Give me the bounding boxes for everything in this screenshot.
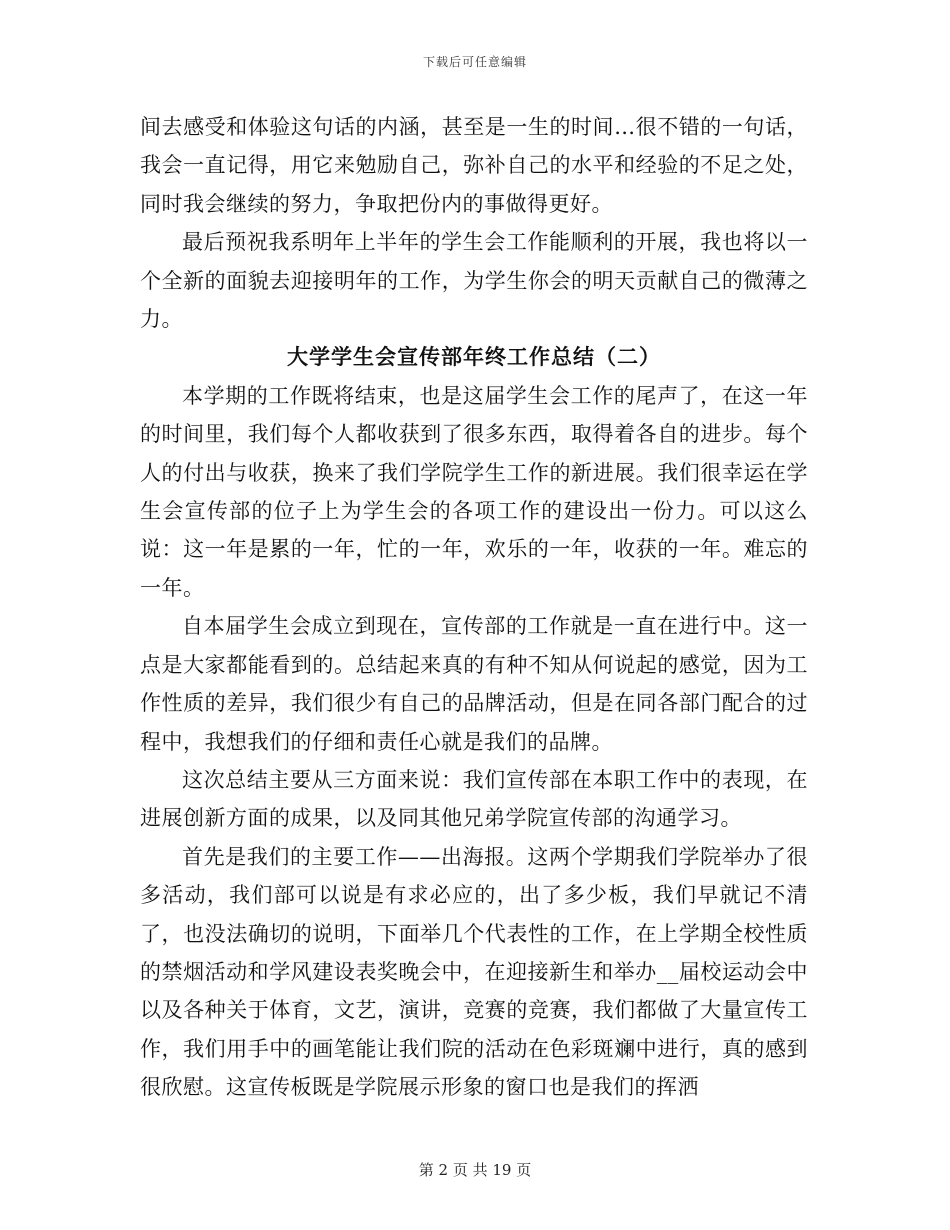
- section-paragraph-2: 自本届学生会成立到现在，宣传部的工作就是一直在进行中。这一点是大家都能看到的。总结起来真的有种不知从何说起的感觉，因为工作性质的差异，我们很少有自己的品牌活动，但是在同各部门配合的过程中，我想我们的仔细和责任心就是我们的品牌。: [140, 614, 808, 754]
- document-body: [140, 108, 808, 1107]
- section-paragraph-3: 这次总结主要从三方面来说：我们宣传部在本职工作中的表现，在进展创新方面的成果，以及同其他兄弟学院宣传部的沟通学习。: [140, 767, 808, 831]
- paragraph-closing: 最后预祝我系明年上半年的学生会工作能顺利的开展，我也将以一个全新的面貌去迎接明年的工作，为学生你会的明天贡献自己的微薄之力。: [140, 230, 808, 332]
- page-footer: 第 2 页 共 19 页: [418, 1161, 532, 1179]
- section-paragraph-1: 本学期的工作既将结束，也是这届学生会工作的尾声了，在这一年的时间里，我们每个人都收获到了很多东西，取得着各自的进步。每个人的付出与收获，换来了我们学院学生工作的新进展。我们很幸运在学生会宣传部的位子上为学生会的各项工作的建设出一份力。可以这么说：这一年是累的一年，忙的一年，欢乐的一年，收获的一年。难忘的一年。: [140, 383, 808, 600]
- paragraph-continued: 间去感受和体验这句话的内涵，甚至是一生的时间…很不错的一句话，我会一直记得，用它来勉励自己，弥补自己的水平和经验的不足之处，同时我会继续的努力，争取把份内的事做得更好。: [140, 115, 808, 216]
- page-header: 下载后可任意编辑: [422, 55, 527, 69]
- section-title: 大学学生会宣传部年终工作总结（二）: [287, 344, 661, 370]
- section-paragraph-4: 首先是我们的主要工作——出海报。这两个学期我们学院举办了很多活动，我们部可以说是有求必应的，出了多少板，我们早就记不清了，也没法确切的说明，下面举几个代表性的工作，在上学期全校性质的禁烟活动和学风建设表奖晚会中，在迎接新生和举办__届校运动会中以及各种关于体育，文艺，演讲，竞赛的竞赛，我们都做了大量宣传工作，我们用手中的画笔能让我们院的活动在色彩斑斓中进行，真的感到很欣慰。这宣传板既是学院展示形象的窗口也是我们的挥洒: [140, 844, 808, 1100]
